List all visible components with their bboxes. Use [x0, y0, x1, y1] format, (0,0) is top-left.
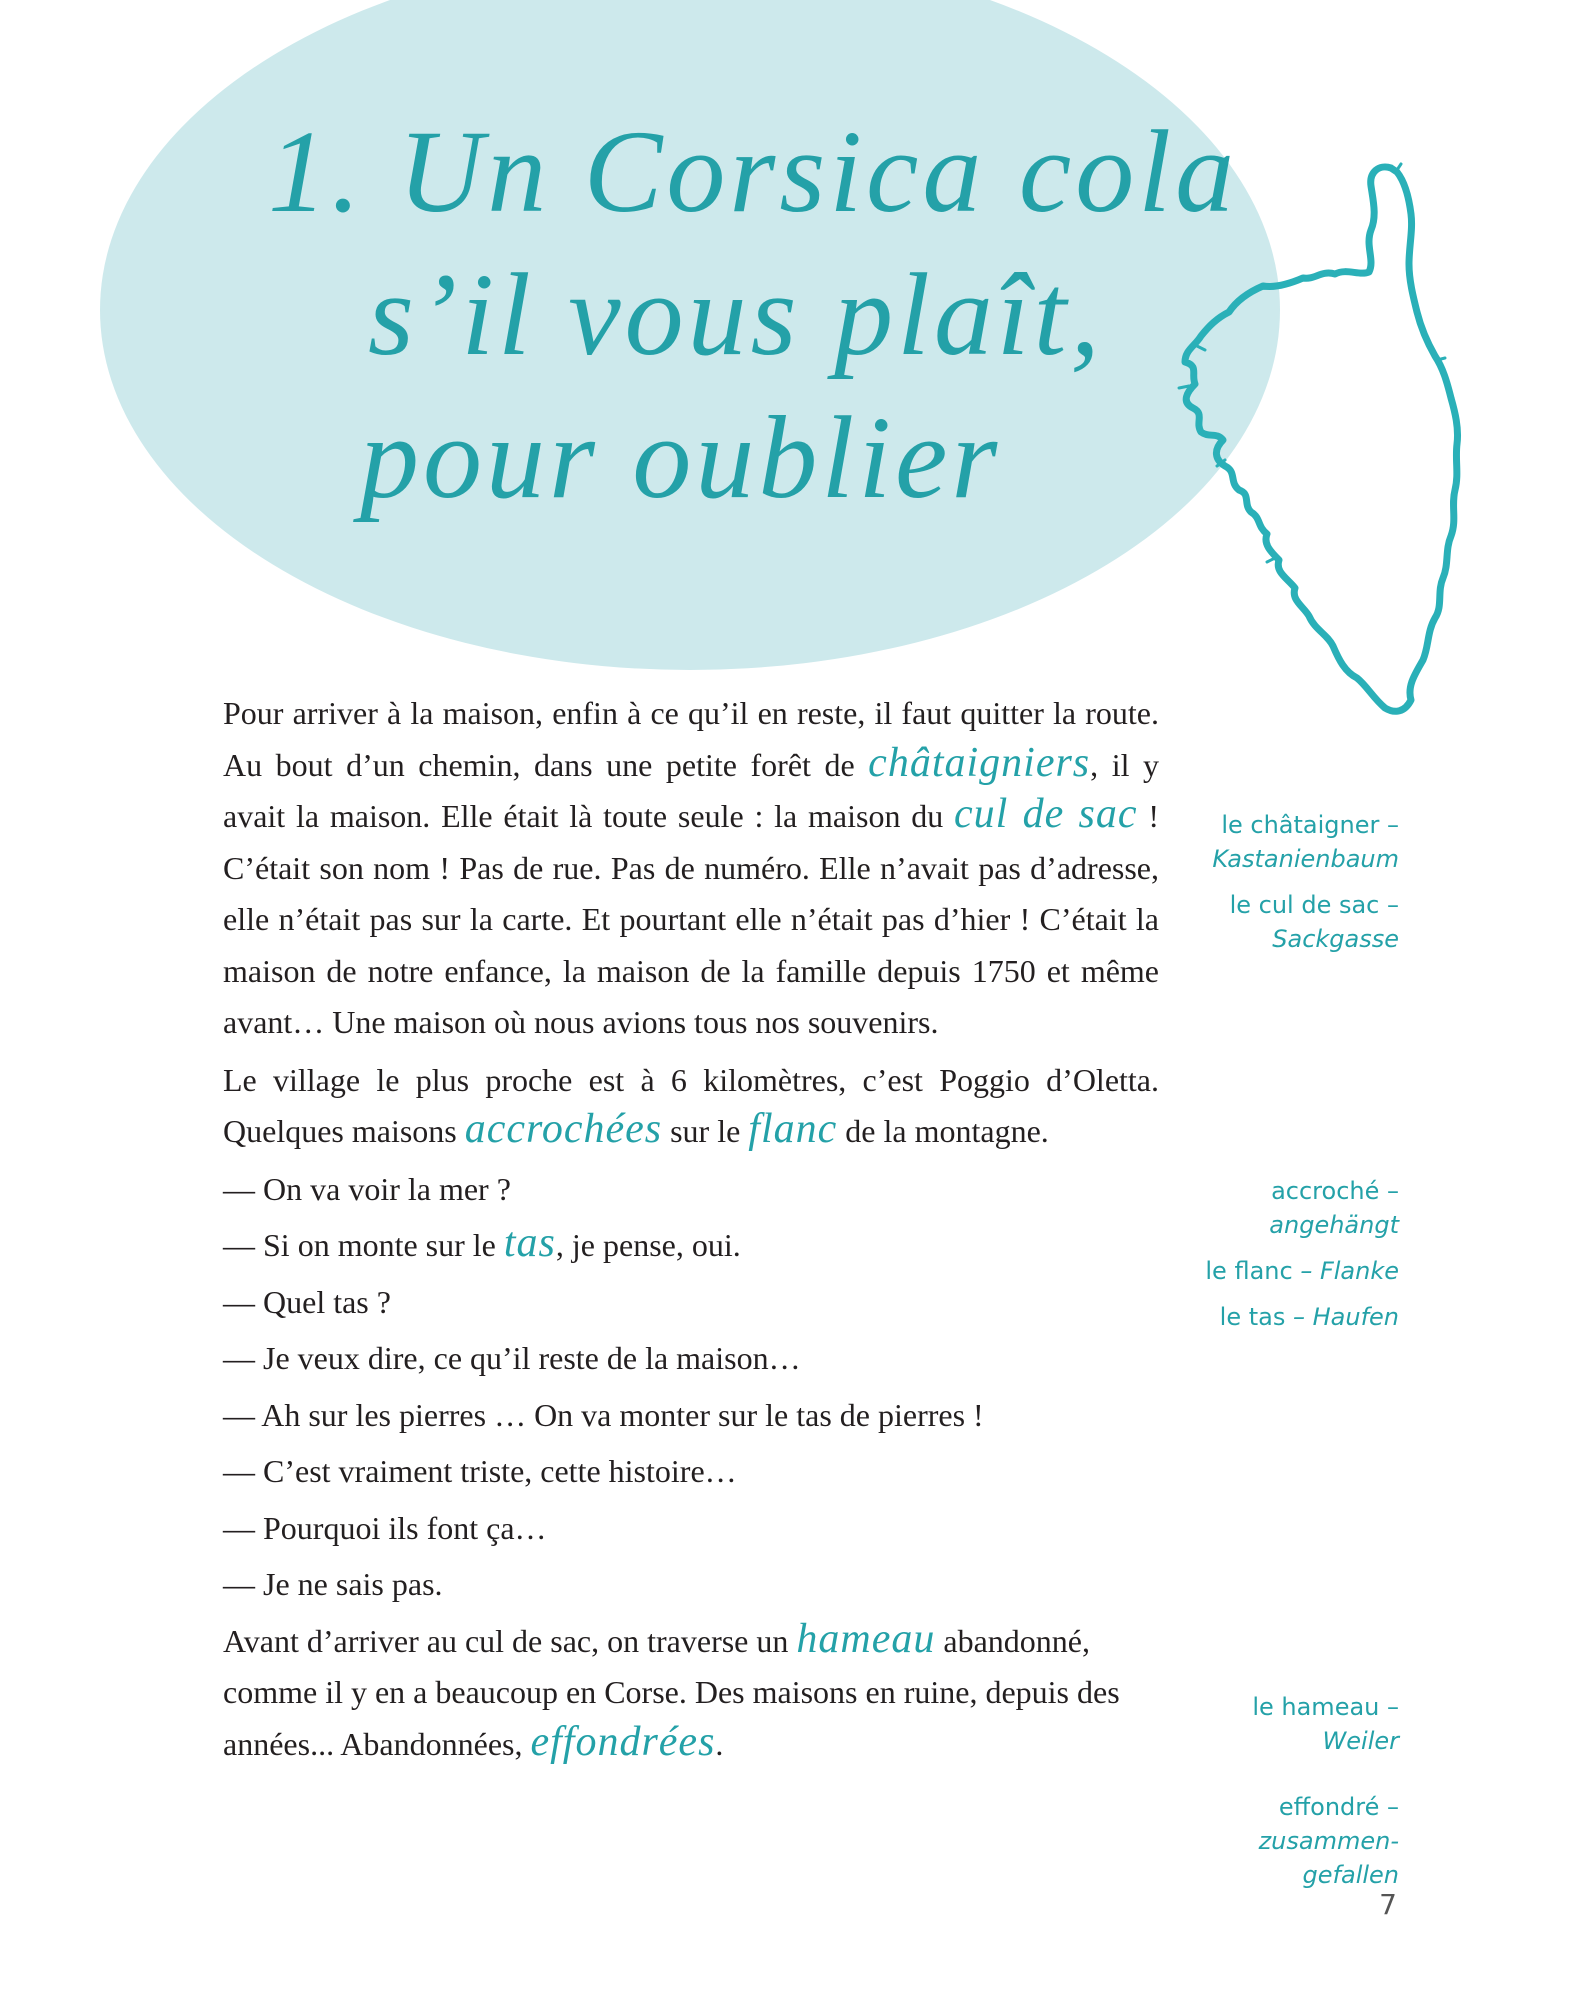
paragraph-3: Avant d’arriver au cul de sac, on traverse un hameau abandonné, comme il y en a beaucoup en Corse. Des maisons en ruine, depuis des années... Abandonnées, effondrées. — [223, 1615, 1120, 1765]
vocab-effondrees: effondrées — [530, 1718, 716, 1765]
chapter-title — [240, 100, 1238, 529]
page-number: 7 — [1379, 1888, 1397, 1921]
dialogue-line-2: — Si on monte sur le tas, je pense, oui. — [223, 1220, 741, 1266]
gloss-hameau: le hameau – Weiler — [1252, 1693, 1399, 1755]
gloss-cul-de-sac: le cul de sac – Sackgasse — [1229, 891, 1399, 953]
dialogue-line-7: — Pourquoi ils font ça… — [223, 1509, 547, 1546]
main-text — [223, 688, 1159, 1776]
gloss-tas: le tas – Haufen — [1219, 1303, 1399, 1331]
paragraph-2: Le village le plus proche est à 6 kilomètres, c’est Poggio d’Oletta. Quelques maisons accrochées sur le flanc de la montagne. — [223, 1061, 1159, 1152]
title-line-1: 1. Un Corsica cola — [268, 106, 1239, 237]
gloss-chataigner: le châtaigner – Kastanienbaum — [1212, 811, 1399, 873]
dialogue-line-4: — Je veux dire, ce qu’il reste de la maison… — [223, 1340, 801, 1376]
gloss-flanc: le flanc – Flanke — [1205, 1257, 1399, 1285]
dialogue-line-6: — C’est vraiment triste, cette histoire… — [223, 1453, 737, 1489]
paragraph-1: Pour arriver à la maison, enfin à ce qu’il en reste, il faut quitter la route. Au bout d’un chemin, dans une petite forêt de châtaigniers, il y avait la maison. Elle était là toute seule : la maison du cul de sac ! C’était son nom ! Pas de rue. Pas de numéro. Elle n’avait pas d’adresse, elle n’était pas sur la carte. Et pourtant elle n’était pas d’hier ! C’était la maison de notre enfance, la maison de la famille depuis 1750 et même avant… Une maison où nous avions tous nos souvenirs. — [223, 695, 1159, 1040]
dialogue-line-3: — Quel tas ? — [223, 1283, 391, 1320]
vocab-hameau: hameau — [796, 1615, 936, 1662]
vocab-flanc: flanc — [748, 1106, 838, 1152]
title-line-2: s’il vous plaît, — [368, 249, 1104, 380]
vocab-chataigniers: châtaigniers — [868, 739, 1091, 786]
vocab-cul-de-sac: cul de sac — [954, 791, 1138, 837]
dialogue-line-8: — Je ne sais pas. — [223, 1566, 443, 1602]
gloss-accroche: accroché – angehängt — [1269, 1177, 1399, 1239]
dialogue-line-1: — On va voir la mer ? — [223, 1170, 511, 1207]
dialogue-line-5: — Ah sur les pierres … On va monter sur le tas de pierres ! — [223, 1396, 984, 1433]
vocab-tas: tas — [503, 1220, 556, 1266]
vocab-accrochees: accrochées — [464, 1106, 663, 1152]
title-line-3: pour oublier — [360, 392, 1002, 523]
gloss-effondre: effondré – zusammen- gefallen — [1258, 1793, 1399, 1889]
